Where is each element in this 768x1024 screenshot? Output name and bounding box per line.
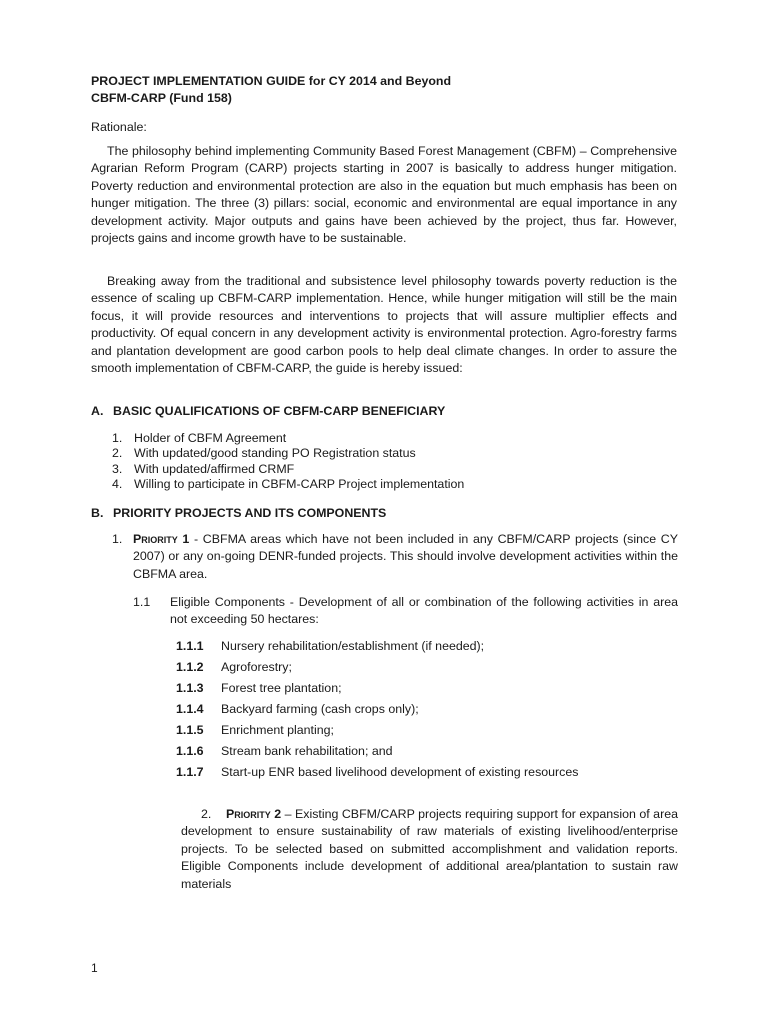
- eligible-number: 1.1: [133, 595, 151, 609]
- rationale-paragraph-1: The philosophy behind implementing Community Based Forest Management (CBFM) – Comprehensive Agrarian Reform Program (CARP) projects starting in 2007 is basically to address hunger mitigation. Poverty reduction and environmental protection are also in the equation but much emphasis has been on hunger mitigation. The three (3) pillars: social, economic and environmental are equal importance in any development activity. Major outputs and gains have been achieved by the project, thus far. However, projects gains and income growth have to be sustainable.: [91, 144, 677, 246]
- priority-1-item: [112, 531, 678, 583]
- priority-2-text: – Existing CBFM/CARP projects requiring support for expansion of area development to ensure sustainability of raw materials of existing livelihood/enterprise projects. To be selected based on submitted accomplishment and validation reports. Eligible Components include development of additional area/plantation to sustain raw materials: [181, 807, 678, 891]
- section-b-letter: B.: [91, 506, 104, 520]
- list-item: 1.1.6 Stream bank rehabilitation; and: [176, 744, 393, 758]
- priority-1-number: 1.: [112, 532, 123, 546]
- list-item: 3. With updated/affirmed CRMF: [112, 461, 295, 476]
- page-number: 1: [91, 961, 98, 975]
- list-item: 1.1.2 Agroforestry;: [176, 660, 292, 674]
- list-item: 1.1.5 Enrichment planting;: [176, 723, 334, 737]
- list-item: 1.1.4 Backyard farming (cash crops only);: [176, 702, 419, 716]
- priority-1-label: Priority 1: [133, 532, 190, 546]
- priority-2-label: Priority 2: [226, 807, 282, 821]
- eligible-text: Eligible Components - Development of all or combination of the following activities in area not exceeding 50 hectares:: [170, 595, 678, 627]
- list-item: 1.1.1 Nursery rehabilitation/establishment (if needed);: [176, 639, 485, 653]
- title-line-2: CBFM-CARP (Fund 158): [91, 91, 232, 105]
- list-item: 2. With updated/good standing PO Registration status: [112, 446, 416, 461]
- section-a-heading: [91, 403, 445, 420]
- components-list: [176, 638, 578, 785]
- section-a-letter: A.: [91, 404, 104, 418]
- list-item: 1.1.3 Forest tree plantation;: [176, 681, 342, 695]
- section-a-title: BASIC QUALIFICATIONS OF CBFM-CARP BENEFICIARY: [113, 404, 446, 418]
- list-item: 1.1.7 Start-up ENR based livelihood development of existing resources: [176, 765, 579, 779]
- qualifications-list: [112, 431, 464, 492]
- priority-1-text: - CBFMA areas which have not been included in any CBFM/CARP projects (since CY 2007) or any on-going DENR-funded projects. This should involve development activities within the CBFMA area.: [133, 532, 678, 581]
- list-item: 4. Willing to participate in CBFM-CARP Project implementation: [112, 476, 465, 491]
- priority-2-item: [181, 806, 678, 893]
- document-title: [91, 73, 451, 107]
- rationale-label: Rationale:: [91, 120, 147, 134]
- section-b-title: PRIORITY PROJECTS AND ITS COMPONENTS: [113, 506, 387, 520]
- title-line-1: PROJECT IMPLEMENTATION GUIDE for CY 2014 and Beyond: [91, 74, 452, 88]
- list-item: 1. Holder of CBFM Agreement: [112, 431, 287, 445]
- section-b-heading: [91, 505, 386, 522]
- eligible-components: [133, 594, 678, 629]
- priority-2-number: 2.: [201, 807, 212, 821]
- rationale-paragraph-2: Breaking away from the traditional and subsistence level philosophy towards poverty reduction is the essence of scaling up CBFM-CARP implementation. Hence, while hunger mitigation will still be the main focus, it will provide resources and interventions to projects that will assure multiplier effects and productivity. Of equal concern in any development activity is environmental protection. Agro-forestry farms and plantation development are good carbon pools to help deal climate changes. In order to assure the smooth implementation of CBFM-CARP, the guide is hereby issued:: [91, 274, 677, 376]
